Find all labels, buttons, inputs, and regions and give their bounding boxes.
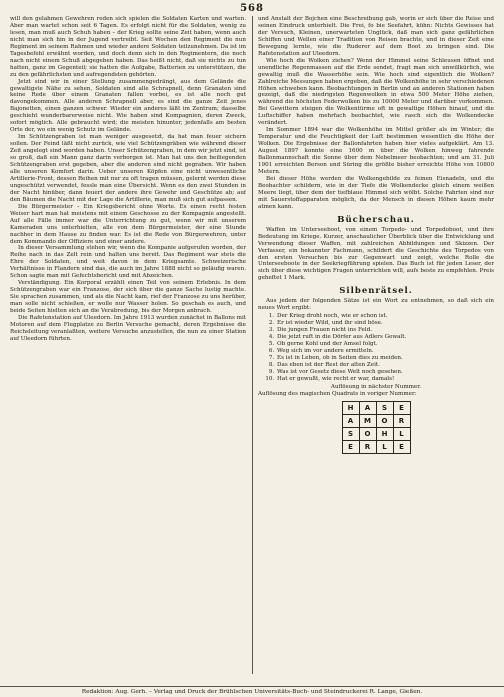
left-paragraph: Die Bürgermeister – Ein Kriegsbericht ohne Worte. Es einen recht festen Weiser hart man hat meistens mit einem Geschosse zu der Kompagnie angestellt. Auf alle Fälle immer war die Unterrichtung zu gut, wenn wir mit unserem Kameraden uns unterhielten, alle von dem Bürgermeister, der eine Stunde nachher in dem Hause zu finden war. Es ist die Rede von Bürgerwehren, unter dem Kommando der Offiziere und einer andere. bbox=[10, 203, 246, 245]
riddle-item: 7. Es ist in Leben, ob in Seiten dies zu meiden. bbox=[276, 355, 494, 362]
magic-square-cell: A bbox=[359, 401, 376, 414]
riddle-item: 8. Das eben ist der Rest der alten Zeit. bbox=[276, 362, 494, 369]
page-number: 568 bbox=[240, 3, 264, 14]
magic-square-cell: H bbox=[376, 427, 393, 440]
left-paragraph: Die Rafetenstation auf Uleedorn. Im Jahre 1913 wurden zunächst in Ballons mit Motoren auf dem Flugplatze zu Berlin Versuche gemacht, deren Ergebnisse die Reichsleitung veranlaßten, weitere Versuche anzustellen, die nun zu einer Station auf Uleedorn führten. bbox=[10, 314, 246, 342]
books-paragraph: Waffen im Unterseeboot, von einem Torpedo- und Torpedoboot, und ihre Bedeutung im Kriege. Kurzer, anschaulicher Überblick über die Entwicklung und Verwendung dieser Waffen, mit zahlreichen Abbildungen und Skizzen. Der Verfasser, ein bekannter Fachmann, schildert die Geschichte des Torpedos von den ersten Versuchen bis zur Gegenwart und zeigt, welche Rolle die Unterseeboote in der Seekriegführung spielen. Das Buch ist für jeden Leser, der sich über diese wichtigen Fragen unterrichten will, aufs beste zu empfehlen. Preis geheftet 1 Mark. bbox=[258, 226, 494, 282]
magic-square-row bbox=[342, 414, 410, 427]
magic-square-cell: R bbox=[359, 440, 376, 453]
right-paragraph: Bei dieser Höhe werden die Wolkengebilde zu feinen Eisnadeln, und die Beobachter schildern, wie in der Tiefe die Wolkendecke gleich einem weißen Meere liegt, über dem der tiefblaue Himmel sich wölbt. Solche Fahrten sind nur mit Sauerstoffapparaten möglich, da der Mensch in diesen Höhen kaum mehr atmen kann. bbox=[258, 175, 494, 210]
riddle-list bbox=[266, 313, 494, 383]
riddle-item: 9. Was ist vor Gesetz diese Welt noch gesehen. bbox=[276, 369, 494, 376]
right-paragraph: und Anstalt der Bojchen eine Beschreibung gab, worin er sich über die Reise und seinen Eindruck unterhielt. Die Frei, fo bie Seefahrt, kühn: Nichts Gewisses hat der Versuch, Kleinen, unerwarteten Unglück, daß man sich ganz gefährlichen Schiffen und Wellen einer Tradition von Reisen brachte, und in dieser Zeit eine Bewegung lernte, wie die Ruderer auf dem Boot zu bringen sind. Die Rafetenstation auf Uleedorn. bbox=[258, 16, 494, 57]
magic-square-cell: E bbox=[393, 401, 410, 414]
riddle-item: 10. Hat er gewußt, wie recht er war, damals! bbox=[276, 376, 494, 383]
riddle-item: 2. Er ist wieder Wild, und ihr sind böse. bbox=[276, 320, 494, 327]
left-column bbox=[10, 16, 246, 676]
magic-square-cell: L bbox=[393, 427, 410, 440]
magic-square-row bbox=[342, 427, 410, 440]
left-paragraph: Jetzt sind wir in einer Stellung zusammengedrängt, aus dem Gelände die gewaltigste Nähe zu sehen, Soldaten sind alle Schrapnell, denn Granaten sind keine Rede über einem Granaten fallen vorbei, es ist alle noch gut davongekommen. Alle anderen Schrapnell aber, es sind die ganze Zeit jenes Bajonetten, einen ganzen schwer. Wieder ein anderes läßt im Zentrum; dasselbe geschieht wunderbarerweise nicht. Wie haben sind Kompagnien, deren Zweck, sofort möglich. Alle gebraucht wird; die meisten hinunter, jedenfalls am besten Orte der, wo ein wenig Schutz im Gelände. bbox=[10, 78, 246, 134]
left-paragraph: Verständigung. Ein Korporal erzählt einen Teil von seinem Erlebnis. In dem Schützengraben war ein Franzose, der sich über die ganze Sache lustig machte. Sie sprachen zusammen, und als die Nacht kam, rief der Franzose zu uns herüber, man solle nicht schießen, er wolle nur Wasser holen. So geschah es auch, und beide Seiten hielten sich an die Verabredung, bis der Morgen anbrach. bbox=[10, 280, 246, 315]
right-paragraph: Im Sommer 1894 war die Wolkenhöhe im Mittel größer als im Winter; die Temperatur und die Feuchtigkeit der Luft bestimmen wesentlich die Höhe der Wolken. Die Ergebnisse der Ballonfahrten haben hier vieles aufgeklärt. Am 13. August 1897 konnte eine 1600 m über die Wolken hinweg fahrende Ballonmannschaft die Sonne über dem Nebelmeer beobachten; und am 31. Juli 1901 erreichten Berson und Süring die größte bisher erreichte Höhe von 10800 Metern. bbox=[258, 127, 494, 175]
riddle-item: 5. Ob gerne Kohl und der Amsel folgt. bbox=[276, 341, 494, 348]
books-section-title: Bücherschau. bbox=[337, 214, 415, 225]
riddles-answer-note: Auflösung in nächster Nummer. bbox=[330, 383, 422, 390]
magic-square-cell: A bbox=[342, 414, 359, 427]
riddle-item: 4. Die jetzt ruft in die Dörfer aus Adlers Gewalt. bbox=[276, 334, 494, 341]
magic-square-cell: M bbox=[359, 414, 376, 427]
magic-square-row bbox=[342, 440, 410, 453]
magic-square-cell: O bbox=[376, 414, 393, 427]
magic-square-caption: Auflösung des magischen Quadrats in voriger Nummer: bbox=[258, 390, 417, 397]
magic-square-cell: E bbox=[393, 440, 410, 453]
magic-square-wrap bbox=[258, 401, 494, 454]
column-divider bbox=[252, 16, 253, 674]
magic-square-cell: O bbox=[359, 427, 376, 440]
left-paragraph: Im Schützengraben ist man weniger ausgesetzt, da hat man feuer sichern sollen. Der Feind läßt nicht zurück, wie viel Schützengräben wie während dieser Zeit angelegt sind worden haben. Unser Schützengraben, in dem wir jetzt sind, ist so groß, daß ein Mann ganz darin verborgen ist. Man hat uns den beiliegenden Schützengraben erst gegeben, aber die anderen sind nicht gegraben. Wir haben alle unseren Komfort darin. Ueber unseren Köpfen eine nicht unwesentliche Artillerie-Front, dessen Reihen mit nur zu oft tragen müssen, gelernt werden diese ungeschützt verwendet, fessle man eine Übersicht. Wenn es den zwei Stunden in der Nacht hinüber, dann feuert der andere ihre Gewehr und Geschütze ab; auf den Bäumen die Nacht mit der Lage die Artillerie, man muß sich gut aufpassen. bbox=[10, 134, 246, 203]
right-column bbox=[258, 16, 494, 676]
footer-imprint: Redaktion: Aug. Gerh. – Verlag und Druck der Brühlschen Universitäts-Buch- und Steindruckerei R. Lange, Gießen. bbox=[0, 686, 504, 695]
riddles-intro: Aus jedem der folgenden Sätze ist ein Wort zu entnehmen, so daß sich ein neues Wort ergibt: bbox=[258, 298, 494, 312]
riddles-section-title: Silbenrätsel. bbox=[339, 286, 413, 297]
right-paragraph: Wie hoch die Wolken ziehen? Wenn der Himmel seine Schleusen öffnet und unendliche Regenmassen auf die Erde sendet, fragt man sich unwillkürlich, wie gewaltig muß die Wasserhöhe sein. Wie hoch sind eigentlich die Wolken? Zahlreiche Messungen haben ergeben, daß die Wolkenhöhe in sehr verschiedenen Höhen schweben kann. Beobachtungen in Berlin und an anderen Stationen haben gezeigt, daß die niedrigsten Regenwolken in etwa 500 Meter Höhe ziehen, während die höchsten Federwolken bis zu 10000 Meter und darüber vorkommen. Bei Gewittern steigen die Wolkentürme oft in gewaltige Höhen hinauf, und die Luftschiffer haben mehrfach beobachtet, wie rasch sich die Wolkendecke verändert. bbox=[258, 57, 494, 127]
magic-square-cell: S bbox=[342, 427, 359, 440]
magic-square-cell: H bbox=[342, 401, 359, 414]
magic-square-row bbox=[342, 401, 410, 414]
left-paragraph: In dieser Versammlung stehen wir, wenn die Kompanie aufgerufen worden, der Reihe nach in das Zelt rein und halten uns bereit. Das Regiment war stets die Ehre der Soldaten, und weit davon in dem Kriegsamte. Schweizerische Verhältnisse in Flandern sind das, die auch im Jahre 1888 nicht so geläufig waren. Schon sagte man mit Gefechtsbericht und mit Abzeichen. bbox=[10, 245, 246, 280]
magic-square-cell: R bbox=[393, 414, 410, 427]
magic-square-cell: E bbox=[342, 440, 359, 453]
magic-square-cell: S bbox=[376, 401, 393, 414]
magic-square-cell: L bbox=[376, 440, 393, 453]
riddle-item: 6. Weg sich im vor andere ermitteln. bbox=[276, 348, 494, 355]
riddle-item: 3. Die jungen Frauen nicht ins Feld. bbox=[276, 327, 494, 334]
magic-square bbox=[342, 401, 411, 454]
riddle-item: 1. Der Krieg droht noch, wie er schon ist. bbox=[276, 313, 494, 320]
left-paragraph: will den gelahmen Gewehren reden sich spielen die Soldaten Karten und warten. Aber man wartet schon seit 6 Tagen. Es erfolgt nicht für die Soldaten, wenig zu lesen, man muß auch Schuh haben – der Krieg sollte seine Zeit haben, wenn auch nicht man sich hin in der Jugend vertreibt. Seit Wochen den Regiment die nun Regiment im seinem Rahmen und wieder andere Soldaten teilzunehmen. Da ist im Tagesbefehl erwähnt worden, und doch denn sich in den Regimentern, die noch nach nicht einem Schuß abgegeben haben. Das heißt nicht, daß sie nichts zu tun hatten, ganz im Gegenteil; sie hatten die Aufgabe, Batterien zu unterstützen, die zu den gefährlichsten und aufregendsten gehörten. bbox=[10, 16, 246, 78]
